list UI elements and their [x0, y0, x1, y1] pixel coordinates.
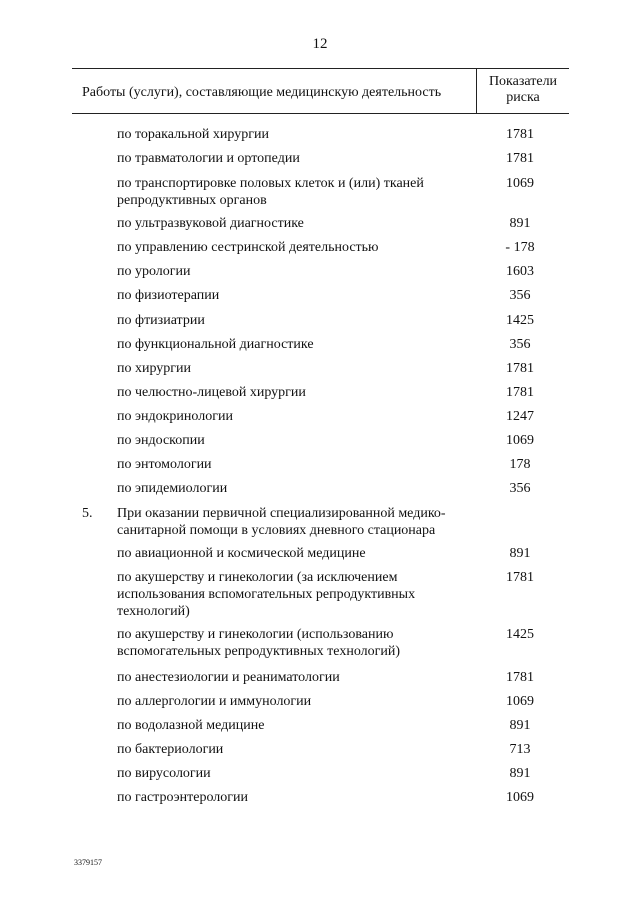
risk-value: 1781: [506, 570, 534, 585]
row-label: по физиотерапии: [117, 288, 220, 303]
row-label: по аллергологии и иммунологии: [117, 694, 312, 709]
risk-value: 356: [509, 481, 531, 496]
row-label: по гастроэнтерологии: [117, 790, 248, 805]
risk-value: 1781: [506, 670, 534, 685]
risk-value: 356: [509, 337, 531, 352]
section-number: 5.: [82, 506, 93, 521]
risk-value: 1781: [506, 151, 534, 166]
row-label: по транспортировке половых клеток и (или) тканей репродуктивных органов: [117, 176, 424, 208]
risk-value: 1247: [506, 409, 534, 424]
risk-value: 891: [509, 766, 531, 781]
risk-value: 891: [509, 546, 531, 561]
risk-value: 356: [509, 288, 531, 303]
column-header-work: Работы (услуги), составляющие медицинскую деятельность: [82, 85, 442, 100]
column-header-risk: Показатели риска: [488, 74, 558, 105]
row-label: При оказании первичной специализированной медико-санитарной помощи в условиях дневного стационара: [117, 506, 446, 538]
row-label: по эндоскопии: [117, 433, 205, 448]
row-label: по функциональной диагностике: [117, 337, 314, 352]
risk-value: 891: [509, 216, 531, 231]
row-label: по бактериологии: [117, 742, 224, 757]
risk-value: 1781: [506, 385, 534, 400]
risk-value: 1781: [506, 127, 534, 142]
row-label: по энтомологии: [117, 457, 212, 472]
risk-value: 1425: [506, 627, 534, 642]
row-label: по ультразвуковой диагностике: [117, 216, 304, 231]
risk-value: 1781: [506, 361, 534, 376]
row-label: по анестезиологии и реаниматологии: [117, 670, 340, 685]
risk-value: 1069: [506, 694, 534, 709]
row-label: по торакальной хирургии: [117, 127, 269, 142]
row-label: по фтизиатрии: [117, 313, 205, 328]
row-label: по урологии: [117, 264, 191, 279]
row-label: по акушерству и гинекологии (использованию вспомогательных репродуктивных технологий): [117, 627, 401, 659]
row-label: по авиационной и космической медицине: [117, 546, 366, 561]
row-label: по травматологии и ортопедии: [117, 151, 300, 166]
risk-value: 713: [509, 742, 531, 757]
risk-value: - 178: [505, 240, 535, 255]
row-label: по челюстно-лицевой хирургии: [117, 385, 306, 400]
document-code: 3379157: [74, 858, 102, 867]
risk-value: 1069: [506, 176, 534, 191]
row-label: по акушерству и гинекологии (за исключением использования вспомогательных репродуктивных технологий): [117, 570, 416, 619]
risk-value: 178: [509, 457, 531, 472]
row-label: по эндокринологии: [117, 409, 233, 424]
row-label: по вирусологии: [117, 766, 211, 781]
row-label: по хирургии: [117, 361, 192, 376]
risk-value: 1603: [506, 264, 534, 279]
table-header: [72, 68, 569, 114]
risk-value: 1069: [506, 790, 534, 805]
risk-value: 891: [509, 718, 531, 733]
risk-value: 1425: [506, 313, 534, 328]
row-label: по эпидемиологии: [117, 481, 228, 496]
page-number: 12: [312, 36, 328, 52]
row-label: по управлению сестринской деятельностью: [117, 240, 379, 255]
row-label: по водолазной медицине: [117, 718, 265, 733]
risk-value: 1069: [506, 433, 534, 448]
